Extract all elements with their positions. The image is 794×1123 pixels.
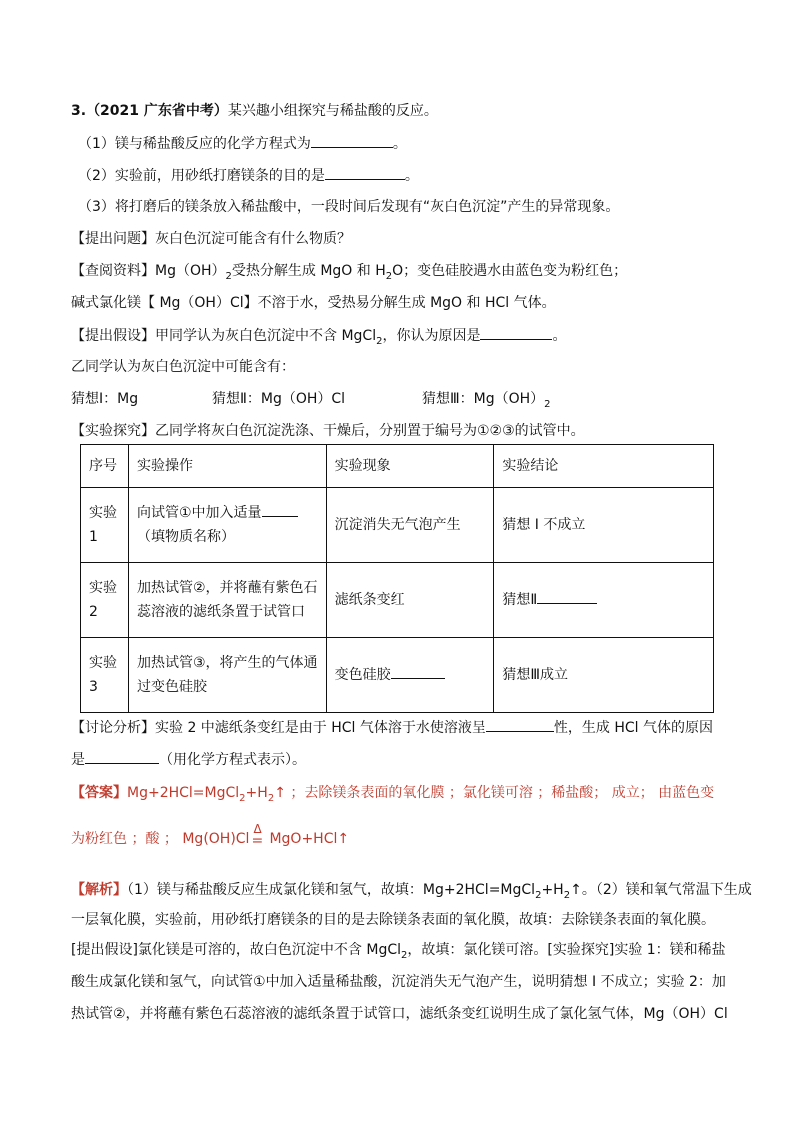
- subscript: 2: [385, 270, 393, 282]
- table-row: [81, 638, 714, 713]
- analysis-line-1: [71, 880, 752, 900]
- operation-text: 过变色硅胶: [136, 679, 207, 695]
- reference-info-2: 碱式氯化镁【 Mg（OH）Cl】不溶于水，受热易分解生成 MgO 和 HCl 气体。: [71, 295, 556, 311]
- experiment-intro: 【实验探究】乙同学将灰白色沉淀洗涤、干燥后，分别置于编号为①②③的试管中。: [71, 423, 585, 439]
- subscript: 2: [225, 270, 232, 282]
- operation-cell: [128, 488, 326, 563]
- q1-text: （1）镁与稀盐酸反应的化学方程式为: [78, 136, 311, 152]
- subscript: 2: [376, 335, 383, 347]
- observation-cell: [326, 638, 494, 713]
- answer-blank: [486, 717, 554, 732]
- row-id-number: 1: [89, 529, 98, 545]
- subscript: 2: [401, 949, 408, 961]
- analysis-line-2: 一层氧化膜，实验前，用砂纸打磨镁条的目的是去除镁条表面的氧化膜，故填：去除镁条表面的氧化膜。: [71, 912, 715, 928]
- sub-question-3: （3）将打磨后的镁条放入稀盐酸中，一段时间后发现有“灰白色沉淀”产生的异常现象。: [78, 199, 620, 215]
- q2-end: 。: [404, 168, 419, 184]
- analysis-text: [提出假设]氯化镁是可溶的，故白色沉淀中不含 MgCl: [71, 942, 402, 958]
- answer-blank: [325, 165, 405, 180]
- conclusion-cell: [494, 563, 714, 638]
- question-number: 3.: [71, 103, 87, 119]
- discussion-text: 【讨论分析】实验 2 中滤纸条变红是由于 HCl 气体溶于水使溶液呈: [71, 720, 486, 736]
- row-id-text: 实验: [89, 505, 117, 521]
- sub-question-2: [78, 165, 419, 186]
- analysis-tag: 【解析】: [71, 882, 127, 898]
- equals-symbol: =: [251, 833, 264, 849]
- answer-text: ↑ ；去除镁条表面的氧化膜 ；氯化镁可溶 ；稀盐酸； 成立； 由蓝色变: [274, 785, 715, 801]
- q1-end: 。: [392, 136, 407, 152]
- table-row: [81, 563, 714, 638]
- observation-cell: 滤纸条变红: [326, 563, 494, 638]
- operation-cell: [128, 563, 326, 638]
- answer-text: 为粉红色 ；酸 ； Mg(OH)Cl: [71, 831, 250, 847]
- answer-blank: [311, 133, 393, 148]
- question-source: （2021 广东省中考）: [86, 103, 228, 119]
- answer-blank: [391, 664, 445, 679]
- analysis-text: +H: [541, 882, 564, 898]
- answer-line-1: [71, 783, 714, 803]
- heating-equals-sign: [249, 822, 269, 849]
- experiment-table: [80, 444, 714, 713]
- delta-symbol: Δ: [253, 822, 262, 836]
- info-text: O；变色硅胶遇水由蓝色变为粉红色；: [392, 263, 628, 279]
- conclusion-cell: 猜想Ⅲ成立: [494, 638, 714, 713]
- sub-question-1: [78, 133, 407, 154]
- operation-text: 加热试管③，将产生的气体通: [136, 655, 318, 671]
- question-intro: 某兴趣小组探究与稀盐酸的反应。: [227, 103, 438, 119]
- answer-text: +H: [245, 785, 268, 801]
- analysis-line-5: 热试管②，并将蘸有紫色石蕊溶液的滤纸条置于试管口，滤纸条变红说明生成了氯化氢气体，Mg（OH）Cl: [71, 1006, 728, 1022]
- answer-tag: 【答案】: [71, 785, 127, 801]
- observation-text: 变色硅胶: [334, 667, 391, 683]
- discussion-text: 是: [71, 752, 85, 768]
- operation-text: 加热试管②，并将蘸有紫色石: [136, 580, 318, 596]
- answer-blank: [480, 325, 552, 340]
- row-id-text: 实验: [89, 655, 117, 671]
- guess-2: 猜想Ⅱ：Mg（OH）Cl: [212, 391, 346, 407]
- conclusion-cell: 猜想 I 不成立: [494, 488, 714, 563]
- row-id-number: 3: [89, 679, 98, 695]
- operation-text: 向试管①中加入适量: [136, 505, 262, 521]
- subscript: 2: [544, 398, 551, 410]
- guess-1: 猜想Ⅰ：Mg: [71, 391, 139, 407]
- answer-line-2: [71, 822, 350, 849]
- answer-text: Mg+2HCl=MgCl: [127, 785, 240, 801]
- operation-text: 蕊溶液的滤纸条置于试管口: [136, 604, 305, 620]
- q2-text: （2）实验前，用砂纸打磨镁条的目的是: [78, 168, 325, 184]
- answer-blank: [262, 502, 298, 517]
- answer-text: MgO+HCl↑: [269, 831, 350, 847]
- table-row: [81, 488, 714, 563]
- reference-info-1: [71, 261, 627, 281]
- subscript: 2: [563, 889, 571, 901]
- student-b-statement: 乙同学认为灰白色沉淀中可能含有：: [71, 359, 295, 375]
- discussion-line-1: [71, 717, 713, 738]
- analysis-line-4: 酸生成氯化镁和氢气，向试管①中加入适量稀盐酸，沉淀消失无气泡产生，说明猜想 I 不成立；实验 2：加: [71, 974, 726, 990]
- header-cell-observation: 实验现象: [326, 445, 494, 488]
- row-id-cell: [81, 563, 129, 638]
- operation-cell: [128, 638, 326, 713]
- info-text: 【查阅资料】Mg（OH）: [71, 263, 226, 279]
- analysis-line-3: [71, 940, 726, 960]
- raise-question: 【提出问题】灰白色沉淀可能含有什么物质？: [71, 231, 351, 247]
- question-title: [71, 101, 438, 121]
- header-cell-operation: 实验操作: [128, 445, 326, 488]
- row-id-text: 实验: [89, 580, 117, 596]
- analysis-text: ，故填：氯化镁可溶。[实验探究]实验 1：镁和稀盐: [407, 942, 726, 958]
- subscript: 2: [535, 889, 542, 901]
- hypothesis-text: ，你认为原因是: [382, 328, 481, 344]
- row-id-cell: [81, 488, 129, 563]
- info-text: 受热分解生成 MgO 和 H: [231, 263, 386, 279]
- analysis-text: ↑。（2）镁和氧气常温下生成: [570, 882, 752, 898]
- answer-blank: [85, 749, 159, 764]
- discussion-text: （用化学方程式表示）。: [159, 752, 306, 768]
- hypothesis-end: 。: [552, 328, 567, 344]
- header-cell-index: 序号: [81, 445, 129, 488]
- header-cell-conclusion: 实验结论: [494, 445, 714, 488]
- discussion-text: 性，生成 HCl 气体的原因: [553, 720, 713, 736]
- hypothesis: [71, 325, 566, 346]
- analysis-text: （1）镁与稀盐酸反应生成氯化镁和氢气，故填：Mg+2HCl=MgCl: [127, 882, 536, 898]
- operation-text: （填物质名称）: [136, 529, 235, 545]
- subscript: 2: [267, 792, 275, 804]
- table-header-row: [81, 445, 714, 488]
- guess-3: [422, 389, 551, 409]
- subscript: 2: [239, 792, 246, 804]
- answer-blank: [537, 589, 597, 604]
- hypothesis-text: 【提出假设】甲同学认为灰白色沉淀中不含 MgCl: [71, 328, 377, 344]
- guess-3-text: 猜想Ⅲ：Mg（OH）: [422, 391, 545, 407]
- row-id-cell: [81, 638, 129, 713]
- row-id-number: 2: [89, 604, 98, 620]
- observation-cell: 沉淀消失无气泡产生: [326, 488, 494, 563]
- conclusion-text: 猜想Ⅱ: [502, 592, 538, 608]
- discussion-line-2: [71, 749, 306, 770]
